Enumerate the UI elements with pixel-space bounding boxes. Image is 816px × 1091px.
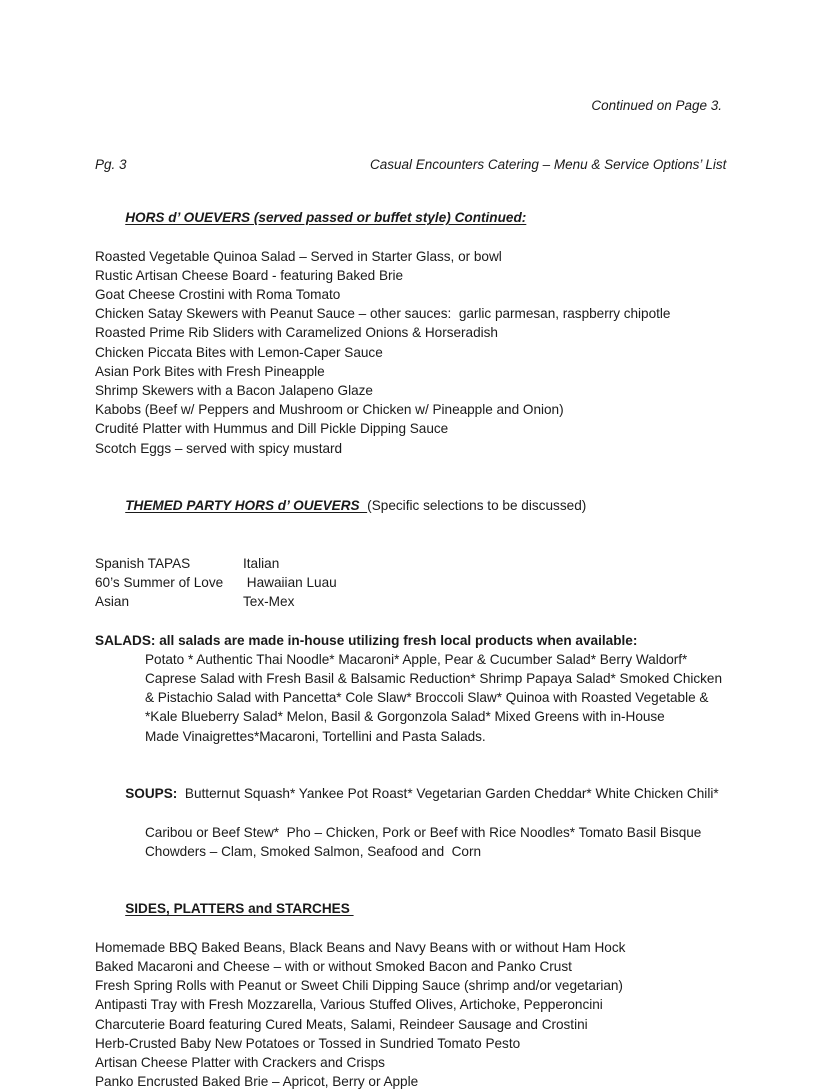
section-heading-salads: SALADS: all salads are made in-house utilizing fresh local products when available: <box>95 632 638 648</box>
themed-party-left: 60’s Summer of Love <box>95 575 224 591</box>
list-item: Artisan Cheese Platter with Crackers and Crisps <box>95 1055 385 1071</box>
section-heading-hors-doeuvres <box>95 189 735 247</box>
spacer <box>95 458 735 477</box>
list-item: Chicken Satay Skewers with Peanut Sauce – other sauces: garlic parmesan, raspberry chipotle <box>95 306 671 322</box>
themed-party-row <box>95 592 735 611</box>
section-heading-soups-label: SOUPS: <box>125 786 178 802</box>
list-item: Herb-Crusted Baby New Potatoes or Tossed in Sundried Tomato Pesto <box>95 1035 521 1051</box>
list-item: Antipasti Tray with Fresh Mozzarella, Various Stuffed Olives, Artichoke, Pepperoncini <box>95 997 603 1013</box>
list-item: Crudité Platter with Hummus and Dill Pickle Dipping Sauce <box>95 421 449 437</box>
spacer <box>95 535 735 554</box>
salads-line: Caprese Salad with Fresh Basil & Balsamic Reduction* Shrimp Papaya Salad* Smoked Chicken <box>145 670 723 686</box>
list-item: Kabobs (Beef w/ Peppers and Mushroom or Chicken w/ Pineapple and Onion) <box>95 402 564 418</box>
themed-party-right: Hawaiian Luau <box>243 575 337 591</box>
document-flow <box>95 189 735 1091</box>
list-item: Chicken Piccata Bites with Lemon-Caper Sauce <box>95 344 383 360</box>
list-item: Rustic Artisan Cheese Board - featuring Baked Brie <box>95 267 404 283</box>
list-item: Roasted Prime Rib Sliders with Caramelized Onions & Horseradish <box>95 325 498 341</box>
list-item: Asian Pork Bites with Fresh Pineapple <box>95 363 325 379</box>
continued-on-page-note: Continued on Page 3. <box>591 98 722 113</box>
themed-party-row <box>95 554 735 573</box>
themed-party-right: Italian <box>243 555 280 571</box>
themed-party-left: Asian <box>95 594 130 610</box>
themed-party-row <box>95 573 735 592</box>
section-heading-sides-text: SIDES, PLATTERS and STARCHES <box>125 901 354 917</box>
section-heading-themed-party-note: (Specific selections to be discussed) <box>367 498 587 514</box>
list-item: Baked Macaroni and Cheese – with or without Smoked Bacon and Panko Crust <box>95 959 572 974</box>
list-item: Fresh Spring Rolls with Peanut or Sweet Chili Dipping Sauce (shrimp and/or vegetarian) <box>95 978 623 994</box>
salads-line: Potato * Authentic Thai Noodle* Macaroni* Apple, Pear & Cucumber Salad* Berry Waldorf* <box>145 651 688 667</box>
section-heading-soups <box>95 765 735 823</box>
list-item: Goat Cheese Crostini with Roma Tomato <box>95 287 341 303</box>
section-heading-hors-doeuvres-text: HORS d’ OUEVERS (served passed or buffet style) Continued: <box>125 210 527 226</box>
list-item: Roasted Vegetable Quinoa Salad – Served in Starter Glass, or bowl <box>95 248 502 264</box>
spacer <box>95 746 735 765</box>
list-item: Homemade BBQ Baked Beans, Black Beans and Navy Beans with or without Ham Hock <box>95 939 626 955</box>
section-heading-themed-party <box>95 477 735 535</box>
list-item: Charcuterie Board featuring Cured Meats, Salami, Reindeer Sausage and Crostini <box>95 1016 588 1032</box>
soups-first-line: Butternut Squash* Yankee Pot Roast* Vegetarian Garden Cheddar* White Chicken Chili* <box>177 786 719 802</box>
list-item: Scotch Eggs – served with spicy mustard <box>95 440 343 456</box>
salads-line: *Kale Blueberry Salad* Melon, Basil & Gorgonzola Salad* Mixed Greens with in-House <box>145 709 665 725</box>
salads-line: Made Vinaigrettes*Macaroni, Tortellini and Pasta Salads. <box>145 728 486 744</box>
soups-line: Caribou or Beef Stew* Pho – Chicken, Pork or Beef with Rice Noodles* Tomato Basil Bisque <box>145 824 702 840</box>
list-item: Shrimp Skewers with a Bacon Jalapeno Glaze <box>95 383 373 399</box>
section-heading-themed-party-text: THEMED PARTY HORS d’ OUEVERS <box>125 498 368 514</box>
section-heading-sides <box>95 880 735 938</box>
themed-party-right: Tex-Mex <box>243 594 295 610</box>
spacer <box>95 611 735 630</box>
list-item: Panko Encrusted Baked Brie – Apricot, Berry or Apple <box>95 1074 419 1090</box>
page-number-label: Pg. 3 <box>95 157 127 172</box>
document-title: Casual Encounters Catering – Menu & Service Options’ List <box>370 157 727 172</box>
soups-line: Chowders – Clam, Smoked Salmon, Seafood and Corn <box>145 843 482 859</box>
spacer <box>95 861 735 880</box>
themed-party-left: Spanish TAPAS <box>95 555 191 571</box>
salads-line: & Pistachio Salad with Pancetta* Cole Slaw* Broccoli Slaw* Quinoa with Roasted Vegetable & <box>145 690 709 706</box>
